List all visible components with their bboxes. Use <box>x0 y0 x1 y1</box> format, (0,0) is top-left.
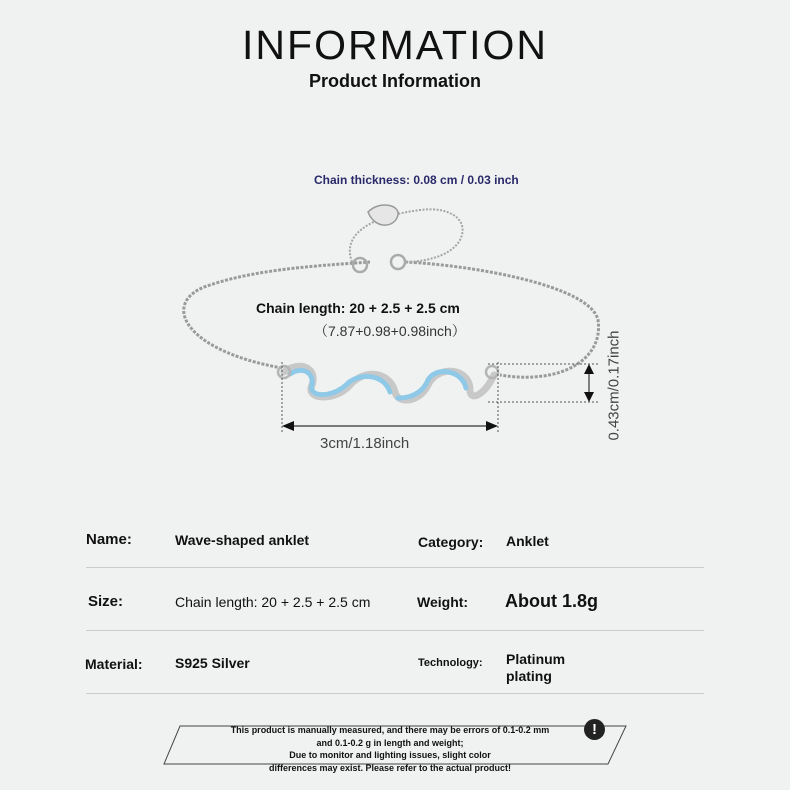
material-label: Material: <box>85 656 143 672</box>
size-value: Chain length: 20 + 2.5 + 2.5 cm <box>175 594 371 610</box>
notice-line: This product is manually measured, and there may be errors of 0.1-0.2 mm <box>230 725 550 735</box>
divider <box>86 630 704 631</box>
arrow-left-icon <box>282 421 294 431</box>
technology-value: Platinum plating <box>506 651 566 684</box>
divider <box>86 693 704 694</box>
name-label: Name: <box>86 531 132 548</box>
chain-length-inch-label: （7.87+0.98+0.98inch） <box>314 323 466 339</box>
category-value: Anklet <box>506 533 549 549</box>
page-title: INFORMATION <box>242 22 548 68</box>
arrow-up-icon <box>584 364 594 374</box>
notice-line: Due to monitor and lighting issues, slight color <box>289 750 491 760</box>
page-subtitle: Product Information <box>309 71 481 91</box>
width-dimension-label: 3cm/1.18inch <box>320 435 410 452</box>
arrow-down-icon <box>584 392 594 402</box>
notice-line: and 0.1-0.2 g in length and weight; <box>316 737 464 748</box>
notice-line: differences may exist. Please refer to the actual product! <box>268 762 512 773</box>
extension-chain <box>350 209 463 262</box>
arrow-right-icon <box>486 421 498 431</box>
material-value: S925 Silver <box>175 655 250 671</box>
name-value: Wave-shaped anklet <box>175 532 310 548</box>
size-label: Size: <box>88 593 124 610</box>
divider <box>86 567 704 568</box>
technology-label: Technology: <box>418 657 483 669</box>
notice-text <box>200 724 580 774</box>
jump-ring <box>353 258 367 272</box>
category-label: Category: <box>418 534 484 550</box>
chain-length-label: Chain length: 20 + 2.5 + 2.5 cm <box>256 300 460 316</box>
chain-loop <box>184 262 599 377</box>
weight-value: About 1.8g <box>505 591 598 611</box>
wave-pendant <box>278 366 498 400</box>
weight-label: Weight: <box>417 594 469 610</box>
exclamation-icon: ! <box>584 719 605 740</box>
chain-thickness-label: Chain thickness: 0.08 cm / 0.03 inch <box>314 173 519 187</box>
jump-ring <box>391 255 405 269</box>
height-dimension-label: 0.43cm/0.17inch <box>605 330 623 441</box>
